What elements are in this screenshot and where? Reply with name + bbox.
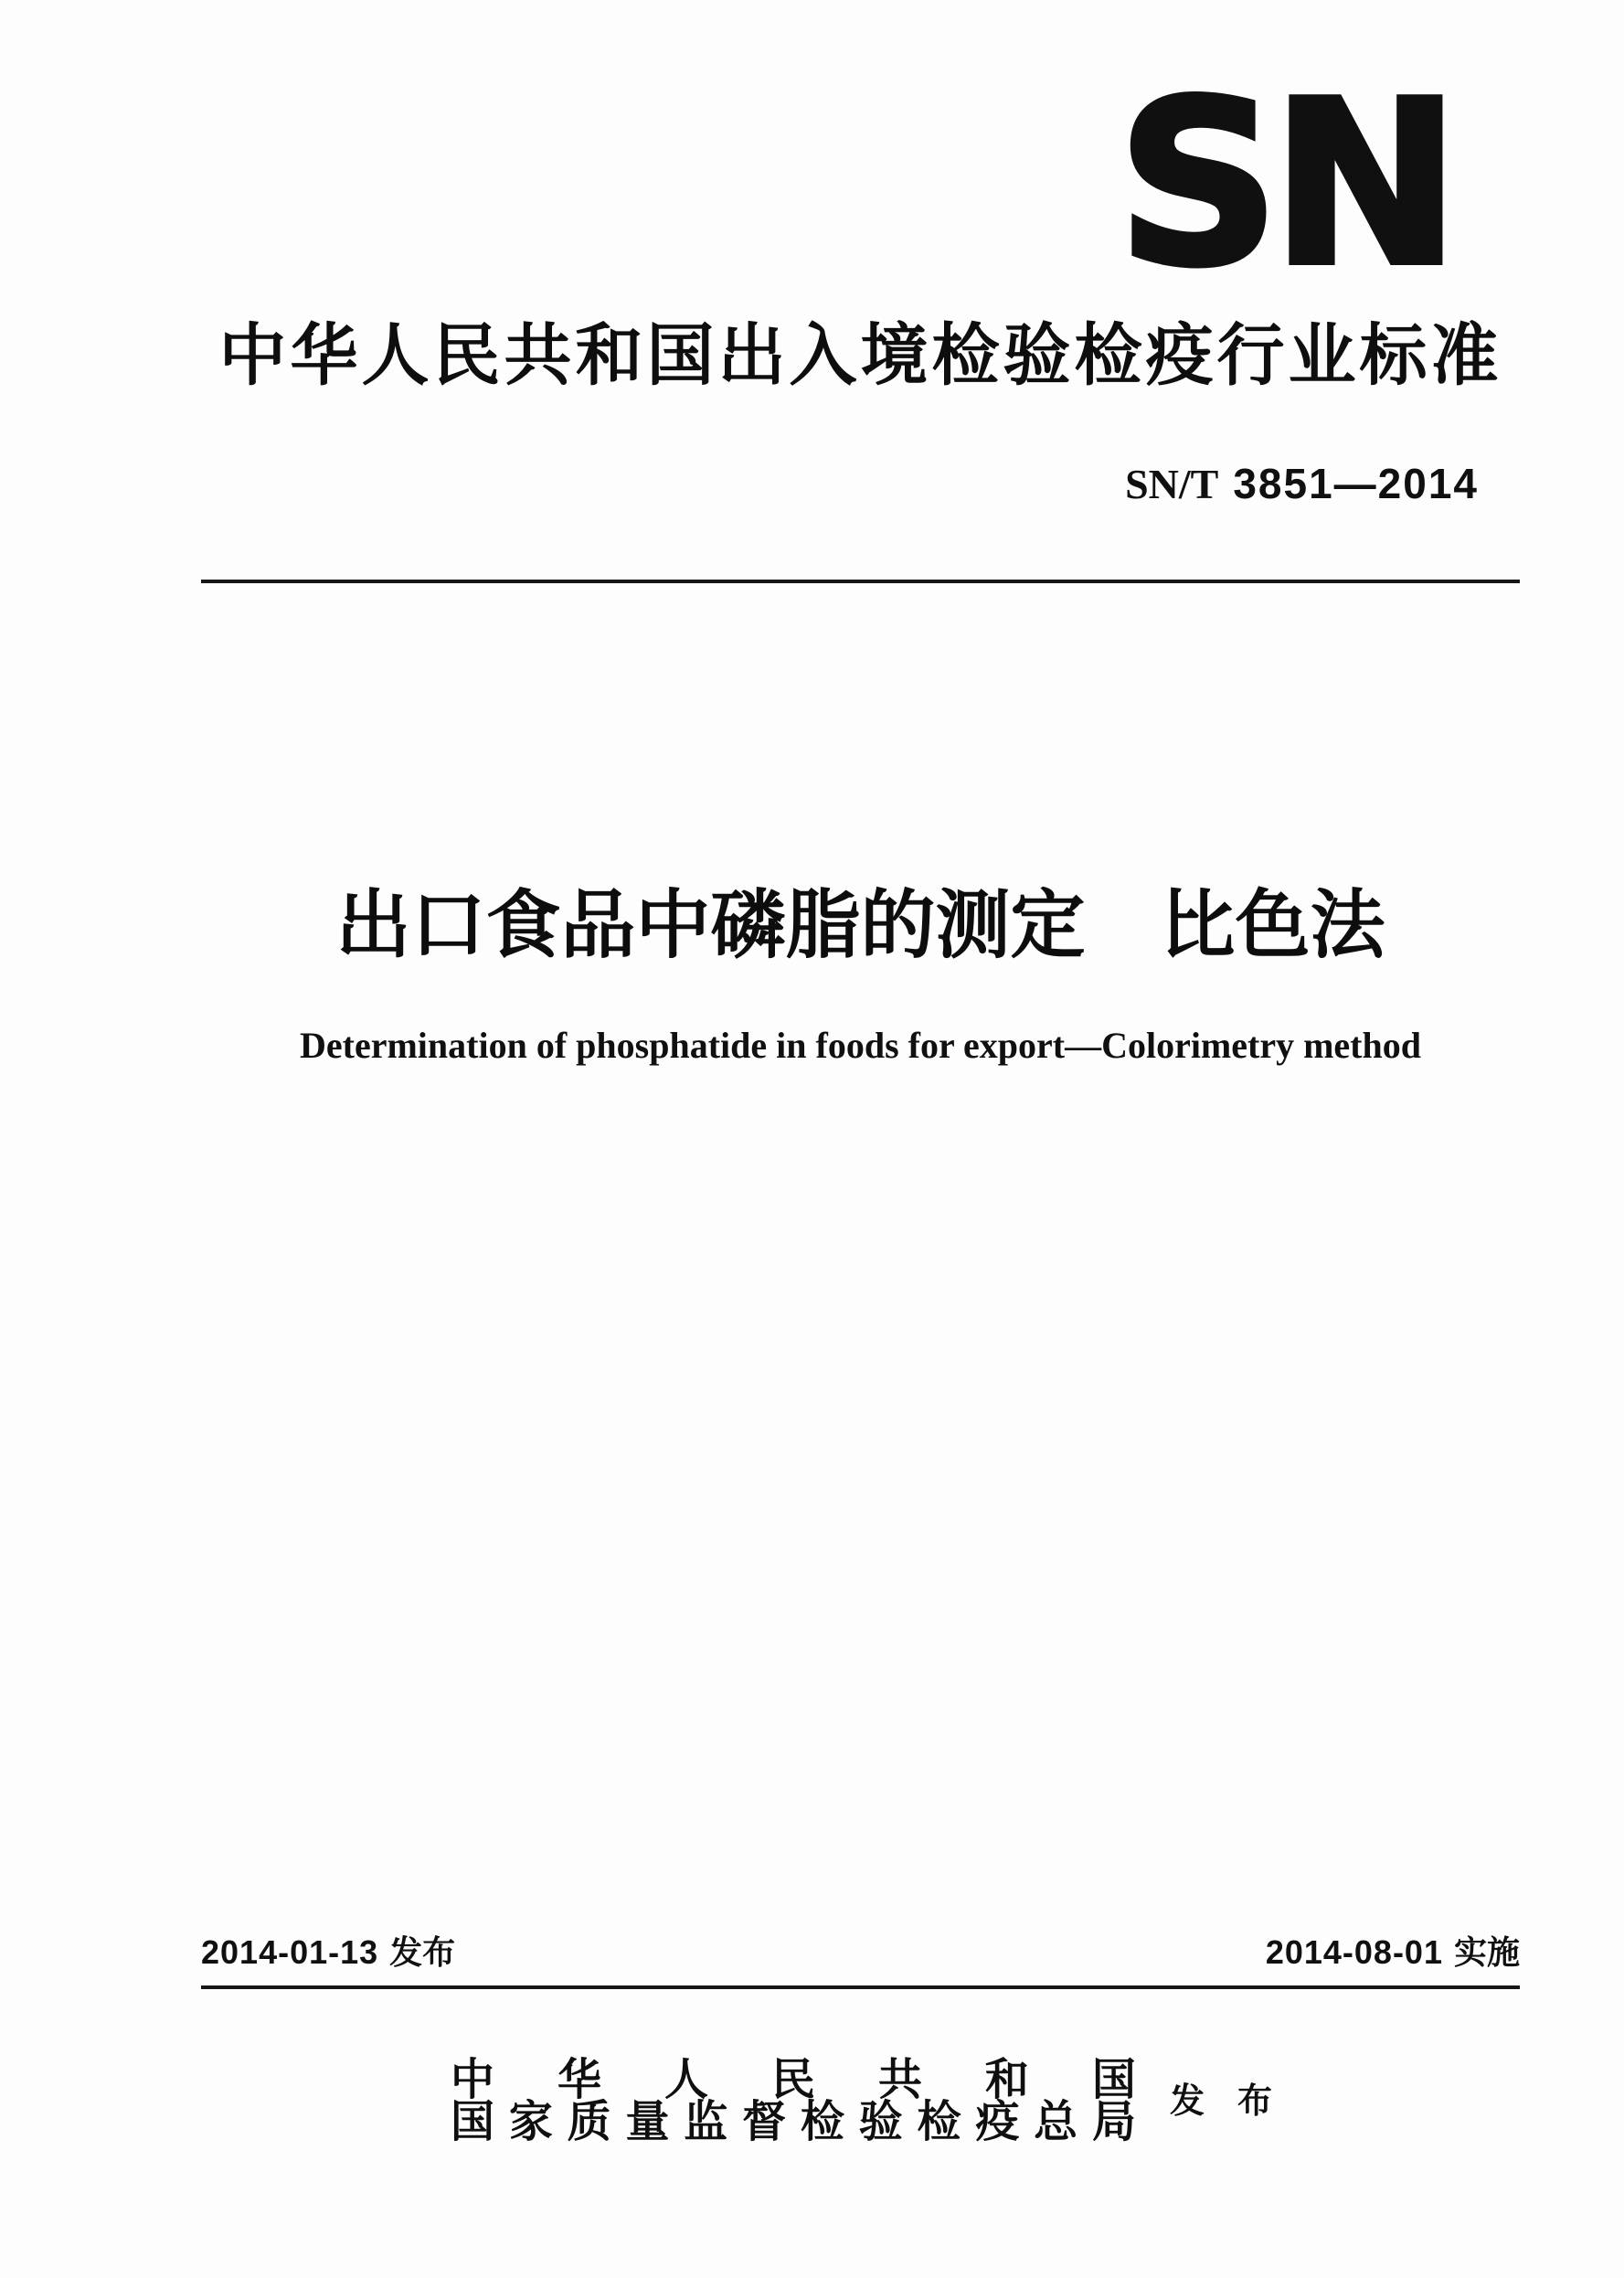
document-title-cn: 出口食品中磷脂的测定 比色法 (335, 884, 1385, 967)
issue-label: 发布 (1170, 2082, 1306, 2121)
dates-row (201, 1932, 1520, 1972)
publisher-block (451, 2056, 1136, 2146)
bottom-rule (201, 1985, 1520, 1989)
document-title-en: Determination of phosphatide in foods for export—Colorimetry method (300, 1025, 1421, 1066)
release-date-group (201, 1932, 455, 1972)
standard-category-title: 中华人民共和国出入境检验检疫行业标准 (218, 317, 1502, 393)
implementation-date: 2014-08-01 (1265, 1933, 1443, 1971)
implementation-date-group (1266, 1932, 1520, 1972)
sn-logo: SN (1117, 53, 1452, 316)
publisher-name-line1: 中 华 人 民 共 和 国 (451, 2056, 1136, 2104)
publisher-name-line2: 国 家 质 量 监 督 检 验 检 疫 总 局 (451, 2098, 1136, 2146)
implementation-label: 实施 (1453, 1933, 1520, 1971)
release-date: 2014-01-13 (201, 1933, 379, 1971)
standard-code-number: 3851—2014 (1233, 460, 1479, 507)
standard-code-prefix: SN/T (1125, 461, 1219, 507)
release-label: 发布 (389, 1933, 456, 1971)
standard-code (201, 460, 1479, 507)
top-rule (201, 580, 1520, 583)
